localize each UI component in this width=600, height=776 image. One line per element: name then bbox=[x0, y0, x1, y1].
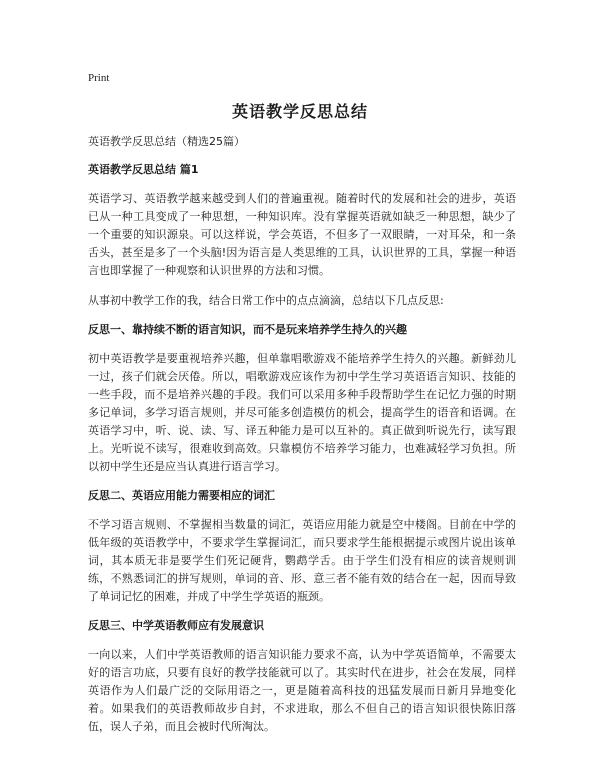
chapter-heading: 英语教学反思总结 篇1 bbox=[88, 163, 199, 176]
lead-paragraph: 从事初中教学工作的我，结合日常工作中的点点滴滴，总结以下几点反思: bbox=[88, 294, 444, 307]
section-body-3: 一向以来，人们中学英语教师的语言知识能力要求不高，认为中学英语简单，不需要太好的语言功底，只要有良好的教学技能就可以了。其实时代在进步，社会在发展，同样英语作为人们最广泛的交际用语之一，更是随着高科技的迅猛发展而日新月异地变化着。如果我们的英语教师故步自封，不求进取，那么不但自己的语言知识很快陈旧落伍，误人子弟，而且会被时代所淘汰。 bbox=[88, 648, 516, 733]
section-body-2: 不学习语言规则、不掌握相当数量的词汇，英语应用能力就是空中楼阁。目前在中学的低年级的英语教学中，不要求学生掌握词汇，而只要求学生能根据提示或图片说出该单词，其本质无非是要学生们死记硬背，鹦鹉学舌。由于学生们没有相应的读音规则训练，不熟悉词汇的拼写规则，单词的音、形、意三者不能有效的结合在一起，因而导致了单词记忆的困难，并成了中学生学英语的瓶颈。 bbox=[88, 518, 516, 603]
print-label: Print bbox=[88, 72, 110, 84]
section-body-1: 初中英语教学是要重视培养兴趣，但单靠唱歌游戏不能培养学生持久的兴趣。新鲜劲儿一过，孩子们就会厌倦。所以，唱歌游戏应该作为初中学生学习英语语言知识、技能的一些手段，而不是培养兴趣的手段。我们可以采用多种手段帮助学生在记忆力强的时期多记单词，多学习语言规则，并尽可能多创造模仿的机会，提高学生的语音和语调。在英语学习中，听、说、读、写、译五种能力是可以互补的。真正做到听说先行，读写跟上。光听说不读写，很难收到高效。只靠模仿不培养学习能力，也难减轻学习负担。所以初中学生还是应当认真进行语言学习。 bbox=[88, 352, 516, 473]
section-heading-1: 反思一、靠持续不断的语言知识，而不是玩来培养学生持久的兴趣 bbox=[88, 323, 407, 336]
document-body bbox=[88, 134, 516, 748]
document-subtitle: 英语教学反思总结（精选25篇） bbox=[88, 135, 245, 148]
section-heading-2: 反思二、英语应用能力需要相应的词汇 bbox=[88, 489, 275, 502]
page-title: 英语教学反思总结 bbox=[231, 102, 368, 121]
intro-paragraph: 英语学习、英语教学越来越受到人们的普遍重视。随着时代的发展和社会的进步，英语已从一种工具变成了一种思想，一种知识库。没有掌握英语就如缺乏一种思想，缺少了一个重要的知识源泉。可以这样说，学会英语，不但多了一双眼睛，一对耳朵，和一条舌头，甚至是多了一个头脑!因为语言是人类思维的工具，认识世界的工具，掌握一种语言也即掌握了一种观察和认识世界的方法和习惯。 bbox=[88, 192, 516, 277]
section-heading-3: 反思三、中学英语教师应有发展意识 bbox=[88, 619, 264, 632]
